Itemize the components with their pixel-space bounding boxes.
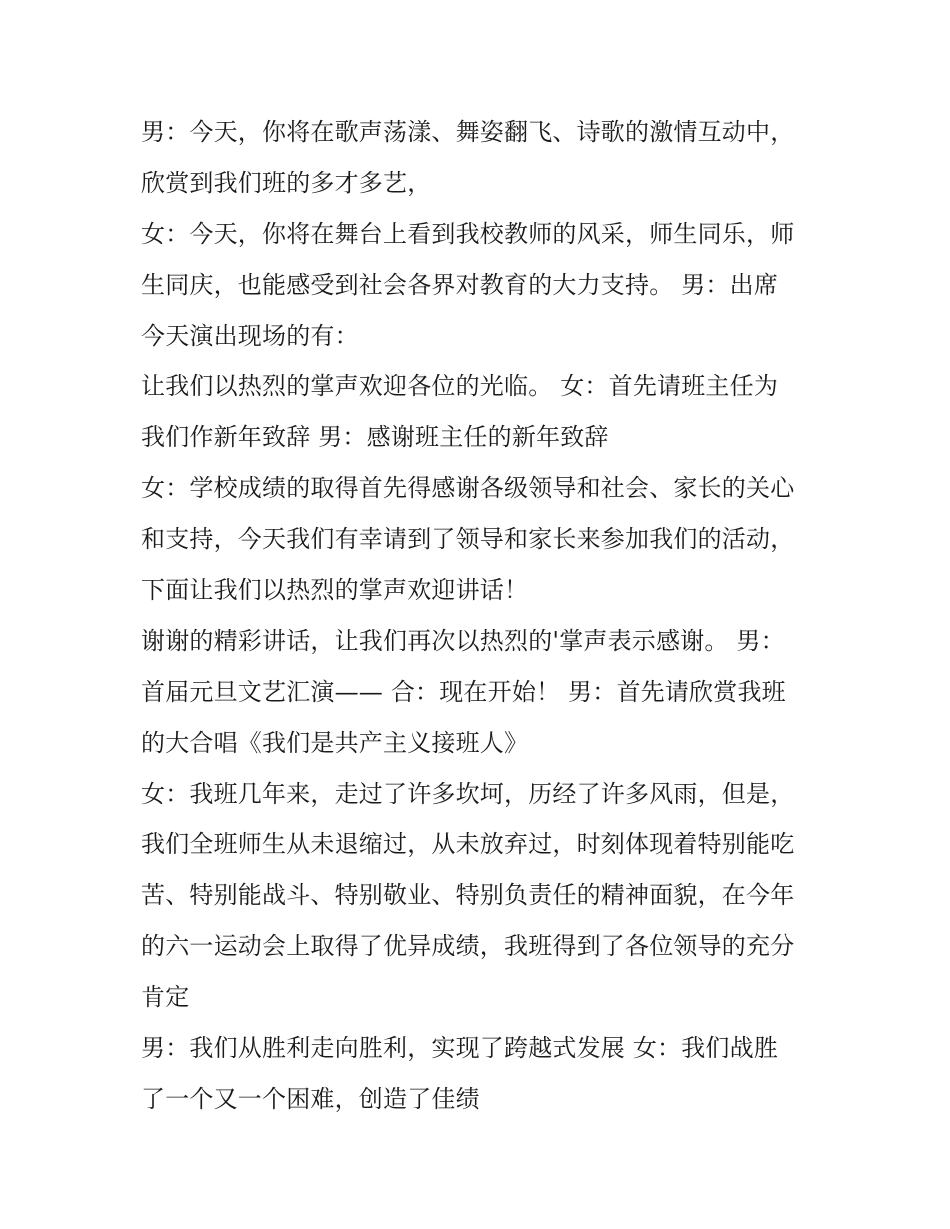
text-line: 肯定 [141, 983, 190, 1012]
text-line: 的六一运动会上取得了优异成绩，我班得到了各位领导的充分 [141, 932, 795, 961]
text-line: 女：学校成绩的取得首先得感谢各级领导和社会、家长的关心 [141, 474, 795, 503]
text-line: 今天演出现场的有： [141, 321, 359, 350]
text-line: 女：今天，你将在舞台上看到我校教师的风采，师生同乐，师 [141, 219, 795, 248]
text-line: 的大合唱《我们是共产主义接班人》 [141, 728, 529, 757]
text-line: 下面让我们以热烈的掌声欢迎讲话！ [141, 576, 529, 605]
text-line: 我们作新年致辞 男：感谢班主任的新年致辞 [141, 423, 609, 452]
document-body-text [141, 107, 821, 1125]
text-line: 欣赏到我们班的多才多艺， [141, 168, 432, 197]
text-line: 让我们以热烈的掌声欢迎各位的光临。 女：首先请班主任为 [141, 372, 779, 401]
text-line: 男：我们从胜利走向胜利，实现了跨越式发展 女：我们战胜 [141, 1034, 779, 1063]
text-line: 我们全班师生从未退缩过，从未放弃过，时刻体现着特别能吃 [141, 830, 795, 859]
text-line: 首届元旦文艺汇演—— 合：现在开始！ 男：首先请欣赏我班 [141, 677, 786, 706]
text-line: 生同庆，也能感受到社会各界对教育的大力支持。 男：出席 [141, 270, 779, 299]
text-line: 谢谢的精彩讲话，让我们再次以热烈的'掌声表示感谢。 男： [141, 626, 785, 655]
text-line: 了一个又一个困难，创造了佳绩 [141, 1084, 480, 1113]
text-line: 男：今天，你将在歌声荡漾、舞姿翻飞、诗歌的激情互动中， [141, 118, 795, 146]
text-line: 女：我班几年来，走过了许多坎坷，历经了许多风雨，但是， [141, 779, 795, 808]
text-line: 苦、特别能战斗、特别敬业、特别负责任的精神面貌，在今年 [141, 881, 795, 910]
text-line: 和支持，今天我们有幸请到了领导和家长来参加我们的活动， [141, 525, 795, 554]
